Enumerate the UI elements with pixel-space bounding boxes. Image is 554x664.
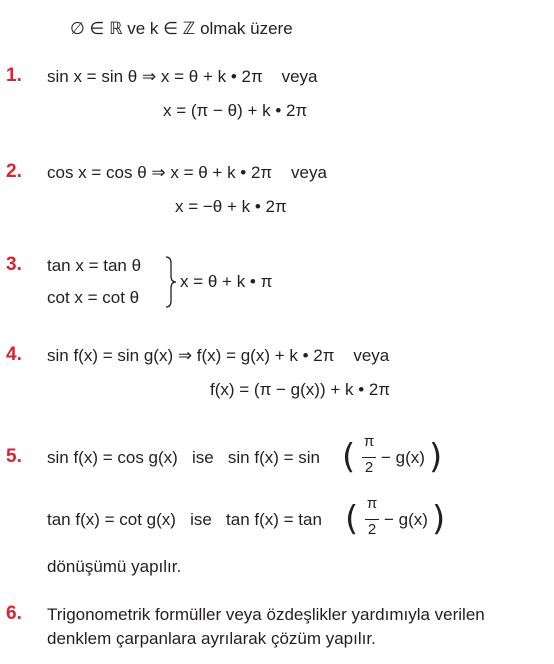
- item-1-line-1: sin x = sin θ ⇒ x = θ + k • 2π veya: [47, 67, 318, 86]
- item-4-line-2: f(x) = (π − g(x)) + k • 2π: [210, 380, 391, 399]
- fraction-bar-2: [365, 519, 379, 520]
- item-number-3: 3.: [6, 254, 22, 275]
- fraction-tail-2: − g(x): [384, 510, 428, 529]
- fraction-denominator-1: 2: [364, 459, 374, 476]
- left-paren-1: (: [342, 437, 356, 477]
- fraction-denominator-2: 2: [367, 521, 377, 538]
- item-4-line-1: sin f(x) = sin g(x) ⇒ f(x) = g(x) + k • 2π veya: [47, 346, 390, 365]
- item-number-6: 6.: [6, 603, 22, 624]
- fraction-numerator-2: π: [366, 495, 378, 512]
- item-5-note: dönüşümü yapılır.: [47, 557, 182, 576]
- item-number-1: 1.: [6, 65, 22, 86]
- fraction-bar-1: [362, 457, 376, 458]
- intro-line: ∅ ∈ ℝ ve k ∈ ℤ olmak üzere: [70, 19, 293, 38]
- right-brace-icon: [164, 255, 178, 309]
- item-3-line-2: cot x = cot θ: [47, 288, 140, 307]
- item-number-2: 2.: [6, 161, 22, 182]
- item-5-line-1: sin f(x) = cos g(x) ise sin f(x) = sin: [47, 448, 321, 467]
- item-6-text: Trigonometrik formüller veya özdeşlikler yardımıyla verilen denklem çarpanlara ayrılarak çözüm yapılır.: [47, 605, 485, 648]
- item-1-line-2: x = (π − θ) + k • 2π: [163, 101, 308, 120]
- left-paren-2: (: [345, 499, 359, 539]
- fraction-numerator-1: π: [363, 433, 375, 450]
- right-paren-2: ): [432, 499, 446, 539]
- item-2-line-1: cos x = cos θ ⇒ x = θ + k • 2π veya: [47, 163, 327, 182]
- item-5-line-2: tan f(x) = cot g(x) ise tan f(x) = tan: [47, 510, 322, 529]
- fraction-tail-1: − g(x): [381, 448, 425, 467]
- item-3-result: x = θ + k • π: [180, 272, 273, 291]
- right-paren-1: ): [429, 437, 443, 477]
- item-3-line-1: tan x = tan θ: [47, 256, 142, 275]
- item-number-5: 5.: [6, 446, 22, 467]
- item-number-4: 4.: [6, 344, 22, 365]
- item-2-line-2: x = −θ + k • 2π: [175, 197, 287, 216]
